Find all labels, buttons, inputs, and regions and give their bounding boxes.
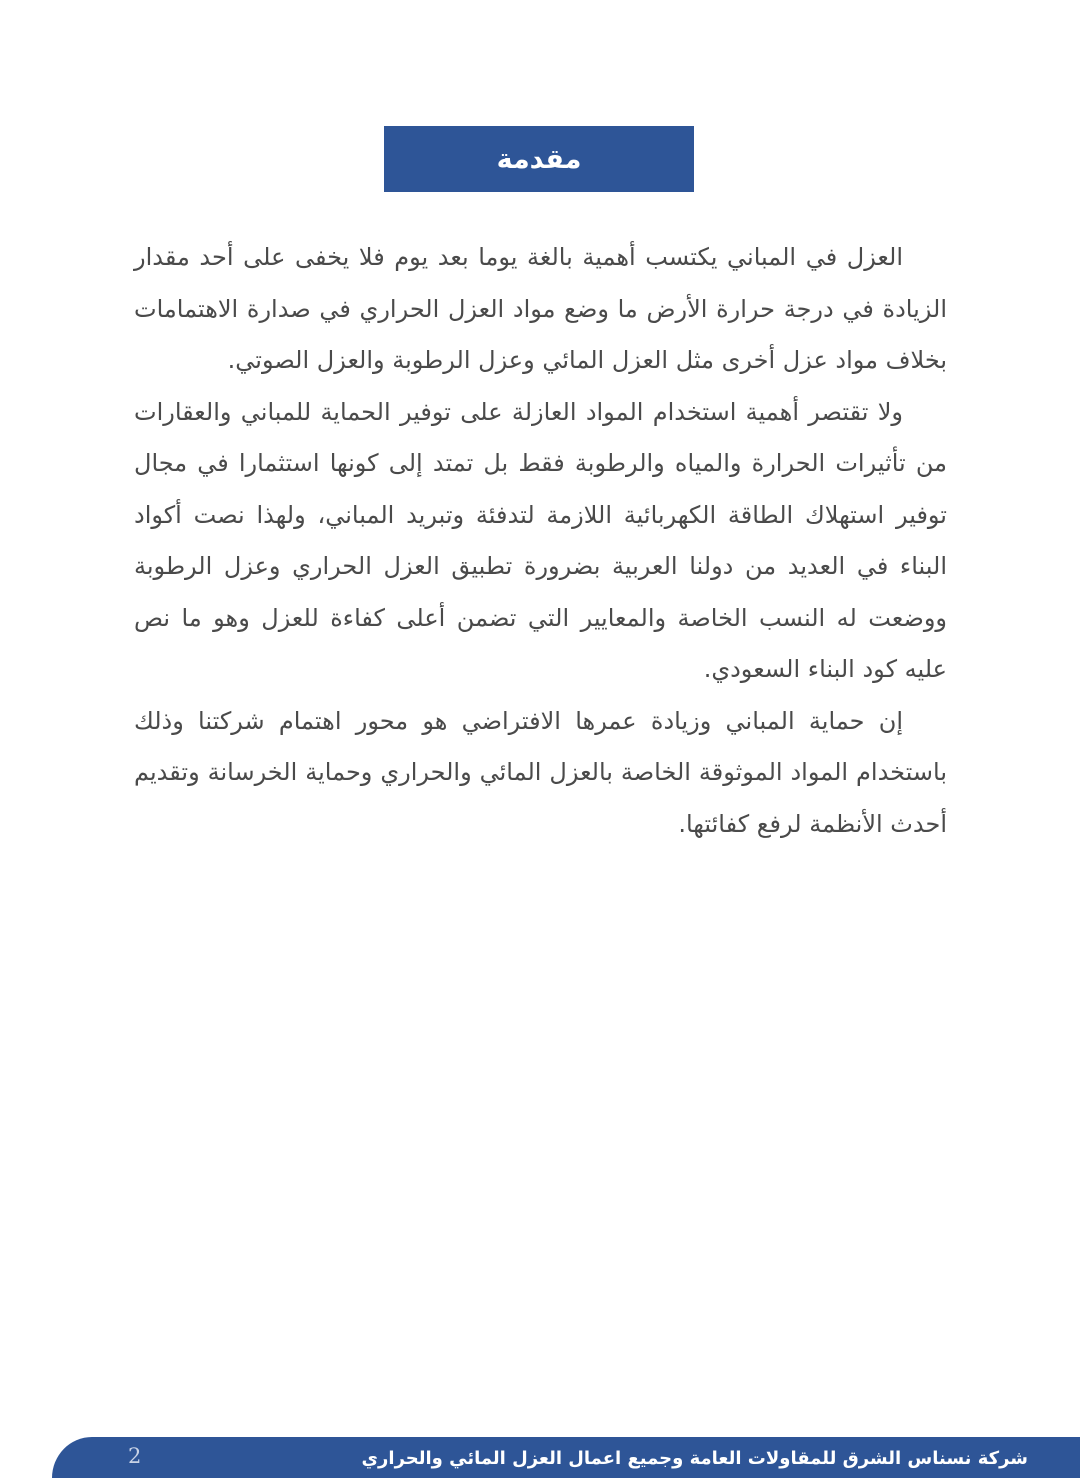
page-number: 2 [128,1444,142,1468]
paragraph-1: العزل في المباني يكتسب أهمية بالغة يوما بعد يوم فلا يخفى على أحد مقدار الزيادة في درجة حرارة الأرض ما وضع مواد العزل الحراري في صدارة الاهتمامات بخلاف مواد عزل أخرى مثل العزل المائي وعزل الرطوبة والعزل الصوتي. [134,243,947,374]
section-title-box [384,126,694,192]
paragraph-2: ولا تقتصر أهمية استخدام المواد العازلة على توفير الحماية للمباني والعقارات من تأثيرات الحرارة والمياه والرطوبة فقط بل تمتد إلى كونها استثمارا في مجال توفير استهلاك الطاقة الكهربائية اللازمة لتدفئة وتبريد المباني، ولهذا نصت أكواد البناء في العديد من دولنا العربية بضرورة تطبيق العزل الحراري وعزل الرطوبة ووضعت له النسب الخاصة والمعايير التي تضمن أعلى كفاءة للعزل وهو ما نص عليه كود البناء السعودي. [134,397,947,683]
footer-company-name: شركة نسناس الشرق للمقاولات العامة وجميع اعمال العزل المائي والحراري [361,1448,1028,1469]
intro-body [134,232,947,850]
section-title: مقدمة [496,143,582,175]
paragraph-3: إن حماية المباني وزيادة عمرها الافتراضي هو محور اهتمام شركتنا وذلك باستخدام المواد الموثوقة الخاصة بالعزل المائي والحراري وحماية الخرسانة وتقديم أحدث الأنظمة لرفع كفائتها. [134,706,947,838]
